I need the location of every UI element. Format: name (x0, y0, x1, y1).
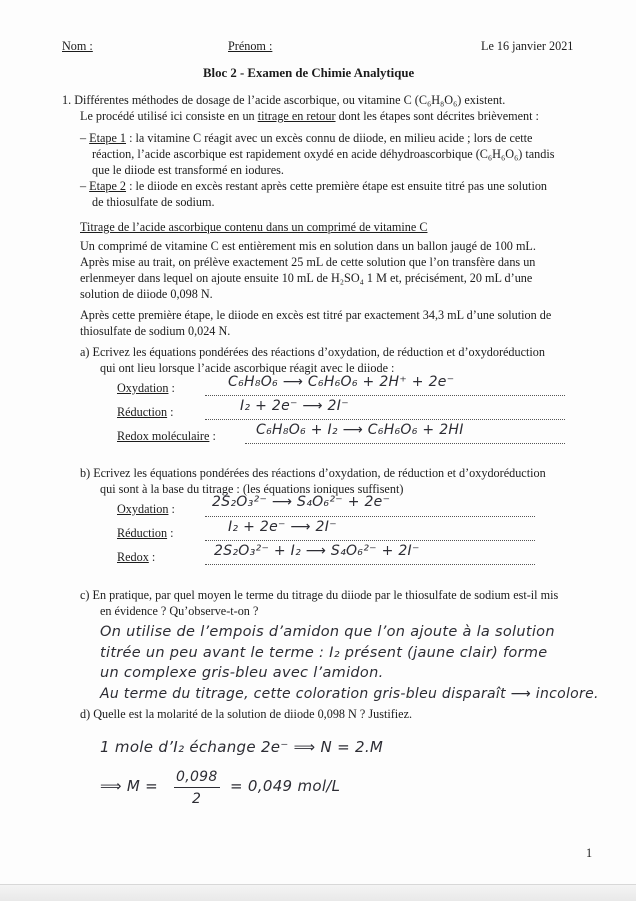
qa-oxydation-row: Oxydation : (117, 381, 175, 395)
question-a-line-2: qui ont lieu lorsque l’acide ascorbique réagit avec le diiode : (100, 361, 395, 375)
nom-label: Nom : (62, 39, 93, 53)
question-a-line-1: a) Ecrivez les équations pondérées des réactions d’oxydation, de réduction et d’oxydoréduction (80, 345, 545, 359)
question-b-line-1: b) Ecrivez les équations pondérées des réactions d’oxydation, de réduction et d’oxydoréduction (80, 466, 546, 480)
titrage-en-retour: titrage en retour (257, 109, 336, 123)
qd-fraction-denominator: 2 (192, 791, 202, 807)
qc-answer-line-1: On utilise de l’empois d’amidon que l’on ajoute à la solution (100, 624, 555, 640)
section-p1-line-4: solution de diiode 0,098 N. (80, 287, 213, 301)
qd-fraction-numerator: 0,098 (176, 769, 218, 785)
etape-1-label: Etape 1 (89, 131, 127, 145)
qc-answer-line-4: Au terme du titrage, cette coloration gris-bleu disparaît ⟶ incolore. (100, 686, 599, 702)
intro-line-1: 1. Différentes méthodes de dosage de l’acide ascorbique, ou vitamine C (C₆H₈O₆) existent. (62, 93, 506, 107)
qa-redox-dots (245, 443, 565, 444)
qb-oxydation-dots (205, 516, 535, 517)
etape-1-line-3: que le diiode est transformé en iodures. (92, 163, 284, 177)
section-p1-line-1: Un comprimé de vitamine C est entièrement mis en solution dans un ballon jaugé de 100 mL. (80, 239, 536, 253)
qd-answer-prefix: ⟹ M = (100, 777, 159, 795)
qb-redox-label: Redox (117, 550, 149, 564)
qa-reduction-dots (205, 419, 565, 420)
section-heading: Titrage de l’acide ascorbique contenu dans un comprimé de vitamine C (80, 220, 428, 234)
qb-reduction-dots (205, 540, 535, 541)
question-c-line-2: en évidence ? Qu’observe-t-on ? (100, 604, 259, 618)
qc-answer-line-2: titrée un peu avant le terme : I₂ présent (jaune clair) forme (100, 645, 548, 661)
exam-date: Le 16 janvier 2021 (481, 39, 574, 53)
qb-oxydation-answer: 2S₂O₃²⁻ ⟶ S₄O₆²⁻ + 2e⁻ (212, 494, 391, 510)
qb-oxydation-label: Oxydation (117, 502, 169, 516)
qb-redox-row: Redox : (117, 550, 156, 564)
prenom-label: Prénom : (228, 39, 273, 53)
etape-2-line-1: – Etape 2 : le diiode en excès restant après cette première étape est ensuite titré pas une solution (80, 179, 548, 193)
qb-oxydation-row: Oxydation : (117, 502, 175, 516)
question-b-line-2: qui sont à la base du titrage : (les équations ioniques suffisent) (100, 482, 404, 496)
qa-reduction-answer: I₂ + 2e⁻ ⟶ 2I⁻ (240, 398, 349, 414)
section-p2-line-1: Après cette première étape, le diiode en excès est titré par exactement 34,3 mL d’une solution de (80, 308, 552, 322)
qd-answer-line-1: 1 mole d’I₂ échange 2e⁻ ⟹ N = 2.M (100, 738, 384, 756)
qa-reduction-row: Réduction : (117, 405, 174, 419)
qa-oxydation-dots (205, 395, 565, 396)
qa-redox-label: Redox moléculaire (117, 429, 210, 443)
qc-answer-line-3: un complexe gris-bleu avec l’amidon. (100, 665, 384, 681)
qa-redox-answer: C₆H₈O₆ + I₂ ⟶ C₆H₆O₆ + 2HI (256, 422, 464, 438)
qb-reduction-row: Réduction : (117, 526, 174, 540)
etape-1-line-2: réaction, l’acide ascorbique est rapidement oxydé en acide déhydroascorbique (C₆H₆O₆) tandis (92, 147, 555, 161)
page-number: 1 (586, 846, 593, 860)
qa-reduction-label: Réduction (117, 405, 168, 419)
etape-2-label: Etape 2 (89, 179, 127, 193)
qb-redox-answer: 2S₂O₃²⁻ + I₂ ⟶ S₄O₆²⁻ + 2I⁻ (214, 543, 420, 559)
qa-oxydation-answer: C₆H₈O₆ ⟶ C₆H₆O₆ + 2H⁺ + 2e⁻ (228, 374, 455, 390)
qd-fraction-bar (174, 787, 220, 788)
question-d-line-1: d) Quelle est la molarité de la solution de diiode 0,098 N ? Justifiez. (80, 707, 413, 721)
qb-redox-dots (205, 564, 535, 565)
section-p2-line-2: thiosulfate de sodium 0,024 N. (80, 324, 231, 338)
question-c-line-1: c) En pratique, par quel moyen le terme du titrage du diiode par le thiosulfate de sodium est-il mis (80, 588, 559, 602)
exam-title: Bloc 2 - Examen de Chimie Analytique (203, 66, 415, 80)
section-p1-line-3: erlenmeyer dans lequel on ajoute ensuite 10 mL de H₂SO₄ 1 M et, précisément, 20 mL d’une (80, 271, 533, 285)
qd-answer-result: = 0,049 mol/L (230, 777, 341, 795)
qa-oxydation-label: Oxydation (117, 381, 169, 395)
qb-reduction-label: Réduction (117, 526, 168, 540)
intro-line-2: Le procédé utilisé ici consiste en un titrage en retour dont les étapes sont décrites brièvement : (80, 109, 539, 123)
scan-bottom-edge (0, 884, 636, 901)
etape-2-line-2: de thiosulfate de sodium. (92, 195, 215, 209)
qa-redox-row: Redox moléculaire : (117, 429, 216, 443)
qb-reduction-answer: I₂ + 2e⁻ ⟶ 2I⁻ (228, 519, 337, 535)
etape-1-line-1: – Etape 1 : la vitamine C réagit avec un excès connu de diiode, en milieu acide ; lors de cette (80, 131, 533, 145)
section-p1-line-2: Après mise au trait, on prélève exactement 25 mL de cette solution que l’on transfère dans un (80, 255, 536, 269)
